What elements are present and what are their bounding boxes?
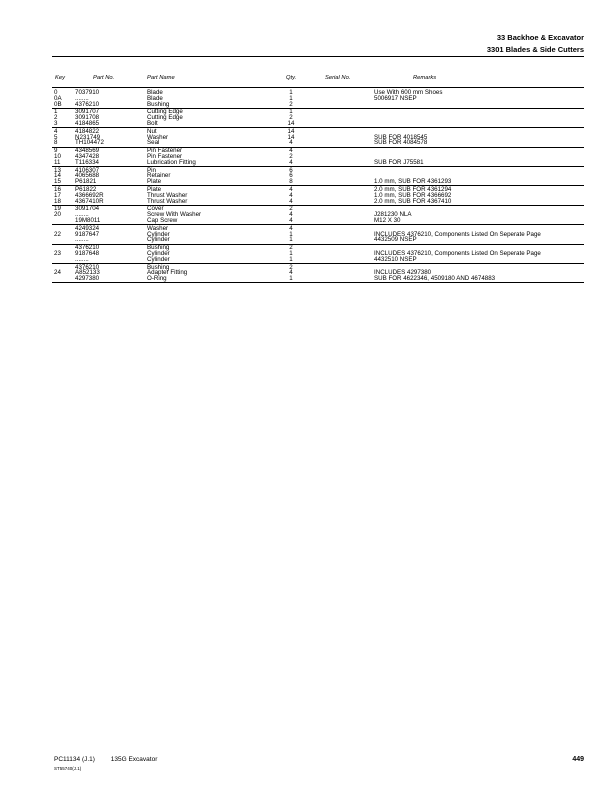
column-header-serial-no: Serial No. — [325, 75, 351, 81]
page-number: 449 — [572, 756, 584, 763]
cell-key: 11 — [54, 158, 61, 166]
cell-part-no: 4249324 — [75, 224, 100, 232]
cell-remarks: Use With 600 mm Shoes — [374, 89, 443, 96]
column-header-key: Key — [55, 75, 65, 81]
cell-qty: 4 — [289, 147, 293, 155]
cell-key: 18 — [54, 197, 61, 205]
cell-key: 22 — [54, 230, 61, 238]
cell-part-name: Cylinder — [147, 236, 170, 244]
cell-part-no: 3091708 — [75, 114, 100, 122]
table-row — [52, 276, 584, 282]
cell-part-name: Cutting Edge — [147, 108, 183, 116]
cell-remarks: SUB FOR 4018545 — [374, 133, 428, 141]
cell-qty: 6 — [289, 166, 293, 174]
cell-part-name: Seal — [147, 139, 160, 147]
part-group — [52, 265, 584, 284]
part-group — [52, 168, 584, 187]
cell-part-name: Nut — [147, 127, 157, 135]
cell-part-name: Pin Fastener — [147, 152, 183, 160]
cell-part-name: Cover — [147, 205, 164, 213]
header-divider — [52, 56, 584, 57]
cell-remarks: M12 X 30 — [374, 216, 401, 224]
cell-qty: 14 — [287, 119, 295, 127]
cell-qty: 4 — [289, 216, 293, 224]
cell-qty: 4 — [289, 191, 293, 199]
cell-part-no: 4366692R — [75, 191, 104, 199]
cell-part-no: 4184822 — [75, 127, 100, 135]
table-row — [52, 179, 584, 185]
cell-key: 4 — [54, 127, 58, 135]
cell-part-no: T116334 — [75, 158, 99, 166]
cell-part-no: ........ — [75, 211, 89, 219]
cell-qty: 1 — [289, 255, 293, 263]
cell-key: 0B — [54, 100, 62, 108]
cell-remarks: 1.0 mm, SUB FOR 4366692 — [374, 191, 452, 199]
cell-key: 20 — [54, 211, 61, 219]
cell-key: 5 — [54, 133, 58, 141]
cell-qty: 1 — [289, 108, 293, 116]
cell-part-name: Cutting Edge — [147, 114, 183, 122]
part-group — [52, 187, 584, 206]
cell-key: 23 — [54, 249, 61, 257]
footer-model: 135G Excavator — [110, 756, 158, 763]
cell-qty: 2 — [289, 152, 293, 160]
cell-key: 15 — [54, 178, 61, 186]
cell-qty: 4 — [289, 211, 293, 219]
cell-qty: 14 — [287, 127, 295, 135]
cell-key: 8 — [54, 139, 58, 147]
cell-part-name: Bushing — [147, 100, 170, 108]
cell-part-name: Plate — [147, 178, 162, 186]
cell-part-no: 4184865 — [75, 119, 100, 127]
footer-doc-info — [54, 756, 157, 764]
cell-key: 2 — [54, 114, 58, 122]
cell-remarks: 4432509 NSEP — [374, 236, 417, 244]
cell-part-name: Cylinder — [147, 249, 170, 257]
table-row — [52, 237, 584, 243]
footer-revision: (J.1) — [81, 756, 95, 763]
cell-qty: 2 — [289, 205, 293, 213]
cell-part-name: Blade — [147, 89, 163, 96]
cell-qty: 1 — [289, 230, 293, 238]
table-row — [52, 140, 584, 146]
cell-qty: 4 — [289, 158, 293, 166]
cell-qty: 4 — [289, 197, 293, 205]
cell-part-no: 4106307 — [75, 166, 100, 174]
cell-qty: 1 — [289, 236, 293, 244]
part-group — [52, 226, 584, 245]
cell-key: 1 — [54, 108, 58, 116]
cell-part-name: Lubrication Fitting — [147, 158, 196, 166]
cell-qty: 1 — [289, 89, 293, 96]
cell-part-no: 4297380 — [75, 275, 100, 283]
cell-part-name: Bolt — [147, 119, 158, 127]
cell-part-name: Pin Fastener — [147, 147, 183, 155]
cell-qty: 14 — [287, 133, 295, 141]
cell-part-no: P61822 — [75, 185, 97, 193]
cell-qty: 2 — [289, 114, 293, 122]
cell-part-no: 4367410R — [75, 197, 104, 205]
cell-key: 3 — [54, 119, 58, 127]
table-row — [52, 160, 584, 166]
cell-remarks: SUB FOR 4622346, 4509180 AND 4674883 — [374, 275, 496, 283]
table-row — [52, 218, 584, 224]
cell-qty: 1 — [289, 94, 293, 102]
cell-qty: 6 — [289, 172, 293, 180]
cell-part-no: 19M8011 — [75, 216, 101, 224]
cell-part-name: Retainer — [147, 172, 171, 180]
cell-part-name: Cylinder — [147, 255, 170, 263]
cell-part-no: 4347428 — [75, 152, 100, 160]
part-group — [52, 109, 584, 128]
cell-remarks: 4432510 NSEP — [374, 255, 417, 263]
cell-part-name: Blade — [147, 94, 163, 102]
cell-qty: 4 — [289, 269, 293, 277]
cell-part-name: Thrust Washer — [147, 197, 188, 205]
cell-qty: 2 — [289, 244, 293, 252]
cell-part-no: P61821 — [75, 178, 97, 186]
cell-remarks: 5006917 NSEP — [374, 94, 417, 102]
cell-part-no: ........ — [75, 94, 89, 102]
section-title: 33 Backhoe & Excavator — [496, 33, 584, 42]
table-row — [52, 102, 584, 108]
cell-key: 13 — [54, 166, 61, 174]
column-header-part-no: Part No. — [93, 75, 115, 81]
cell-part-no: 4376210 — [75, 244, 100, 252]
cell-part-no: 7037910 — [75, 89, 100, 96]
cell-part-name: Washer — [147, 224, 169, 232]
column-header-remarks: Remarks — [413, 75, 437, 81]
cell-part-name: Pin — [147, 166, 156, 174]
cell-part-no: ........ — [75, 255, 89, 263]
cell-key: 0A — [54, 94, 62, 102]
cell-part-no: 9187647 — [75, 230, 100, 238]
cell-remarks: INCLUDES 4376210, Components Listed On Seperate Page — [374, 230, 541, 238]
cell-part-no: 9187648 — [75, 249, 100, 257]
cell-key: 16 — [54, 185, 61, 193]
cell-qty: 1 — [289, 249, 293, 257]
cell-part-no: 4376210 — [75, 263, 100, 271]
cell-remarks: INCLUDES 4297380 — [374, 269, 432, 277]
part-group — [52, 90, 584, 109]
cell-part-no: ........ — [75, 236, 89, 244]
parts-table — [52, 90, 584, 284]
column-header-qty: Qty. — [286, 75, 297, 81]
cell-part-no: 3091707 — [75, 108, 100, 116]
part-group — [52, 245, 584, 264]
cell-key: 10 — [54, 152, 61, 160]
part-group — [52, 206, 584, 225]
cell-qty: 2 — [289, 100, 293, 108]
cell-remarks: J281230 NLA — [374, 211, 412, 219]
column-header-divider — [52, 87, 584, 88]
cell-part-no: 4376210 — [75, 100, 100, 108]
cell-remarks: SUB FOR J75581 — [374, 158, 424, 166]
cell-remarks: 2.0 mm, SUB FOR 4367410 — [374, 197, 452, 205]
cell-part-no: 4348569 — [75, 147, 100, 155]
subsection-title: 3301 Blades & Side Cutters — [486, 45, 584, 54]
table-row — [52, 257, 584, 263]
cell-key: 17 — [54, 191, 61, 199]
cell-remarks: INCLUDES 4376210, Components Listed On Seperate Page — [374, 249, 541, 257]
part-group — [52, 148, 584, 167]
part-group — [52, 129, 584, 148]
cell-part-no: N231749 — [75, 133, 101, 141]
footer-sub-id: ST55740(J.1) — [54, 766, 82, 771]
cell-part-no: A852133 — [75, 269, 100, 277]
cell-key: 24 — [54, 269, 61, 277]
cell-key: 0 — [54, 89, 58, 96]
cell-part-name: Thrust Washer — [147, 191, 188, 199]
cell-qty: 4 — [289, 139, 293, 147]
cell-part-name: O-Ring — [147, 275, 167, 283]
cell-part-no: TH104472 — [75, 139, 104, 147]
cell-part-name: Adapter Fitting — [147, 269, 188, 277]
cell-part-no: 3091704 — [75, 205, 100, 213]
cell-remarks: 1.0 mm, SUB FOR 4361293 — [374, 178, 452, 186]
table-row — [52, 121, 584, 127]
cell-key: 19 — [54, 205, 61, 213]
cell-key: 9 — [54, 147, 58, 155]
footer-doc-id: PC11134 — [54, 756, 81, 763]
cell-qty: 1 — [289, 275, 293, 283]
cell-part-name: Cap Screw — [147, 216, 178, 224]
column-header-part-name: Part Name — [147, 75, 175, 81]
cell-part-no: 4065688 — [75, 172, 100, 180]
cell-part-name: Bushing — [147, 263, 170, 271]
table-row — [52, 199, 584, 205]
cell-qty: 4 — [289, 224, 293, 232]
cell-qty: 8 — [289, 178, 293, 186]
cell-part-name: Plate — [147, 185, 162, 193]
cell-part-name: Washer — [147, 133, 169, 141]
cell-qty: 4 — [289, 185, 293, 193]
cell-qty: 2 — [289, 263, 293, 271]
cell-part-name: Screw With Washer — [147, 211, 202, 219]
cell-part-name: Cylinder — [147, 230, 170, 238]
cell-remarks: 2.0 mm, SUB FOR 4361294 — [374, 185, 452, 193]
cell-remarks: SUB FOR 4084578 — [374, 139, 428, 147]
cell-key: 14 — [54, 172, 61, 180]
cell-part-name: Bushing — [147, 244, 170, 252]
